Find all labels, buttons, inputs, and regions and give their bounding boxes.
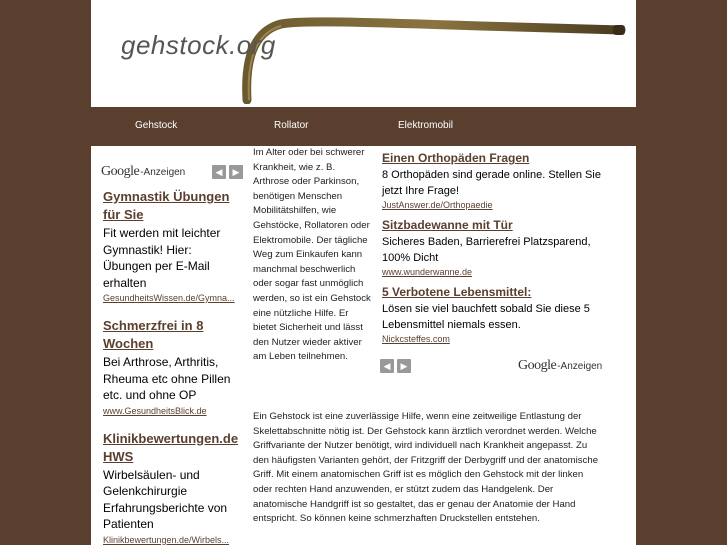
ad-item	[382, 151, 607, 210]
left-ads-pager	[212, 165, 243, 179]
ad-url-link[interactable]: www.wunderwanne.de	[382, 267, 473, 277]
ad-item	[382, 285, 607, 344]
header	[91, 0, 636, 107]
right-ads-header	[518, 358, 602, 374]
left-ads-header	[101, 164, 185, 180]
ad-title-link[interactable]: 5 Verbotene Lebensmittel:	[382, 285, 532, 299]
next-ad-button[interactable]: ▶	[397, 359, 411, 373]
ad-body: Fit werden mit leichter Gymnastik! Hier: Übungen per E-Mail erhalten	[103, 226, 221, 290]
right-ads-pager	[380, 359, 411, 373]
next-ad-button[interactable]: ▶	[229, 165, 243, 179]
google-logo: Google	[518, 358, 557, 373]
ad-body: Wirbelsäulen- und Gelenkchirurgie Erfahrungsberichte von Patienten	[103, 467, 228, 531]
ad-body: 8 Orthopäden sind gerade online. Stellen Sie jetzt Ihre Frage!	[382, 169, 601, 197]
ad-title-link[interactable]: Sitzbadewanne mit Tür	[382, 218, 513, 232]
article-text: Ein Gehstock ist eine zuverlässige Hilfe, wenn eine zeitweilige Entlastung der Skelettabschnitte nötig ist. Der Gehstock kann ärztlich verordnet werden. Welche Griffvariante der Nutzer benötigt, wird individuell nach Krankheit angepasst. Zu den häufigsten Varianten gehört, der Fritzgriff der Derbygriff und der anatomische Griff. Mit einem anatomischen Griff ist es möglich den Gehstock mit der linken oder rechten Hand anzuwenden, er stützt zudem das Handgelenk. Der anatomische Handgriff ist so gestaltet, das er genau der Anatomie der Hand entspricht. So können keine schmerzhaften Druckstellen entstehen.	[253, 411, 599, 525]
ad-title-link[interactable]: Schmerzfrei in 8 Wochen	[103, 318, 204, 351]
prev-ad-button[interactable]: ◀	[380, 359, 394, 373]
ad-body: Sicheres Baden, Barrierefrei Platzsparend, 100% Dicht	[382, 236, 591, 264]
anzeigen-label: -Anzeigen	[140, 166, 186, 178]
ad-body: Bei Arthrose, Arthritis, Rheuma etc ohne Pillen etc. und ohne OP	[103, 355, 231, 402]
ad-item	[103, 317, 243, 416]
ad-title-link[interactable]: Gymnastik Übungen für Sie	[103, 189, 230, 222]
prev-ad-button[interactable]: ◀	[212, 165, 226, 179]
page-container	[91, 0, 636, 545]
anzeigen-label: -Anzeigen	[557, 360, 603, 372]
intro-text: Im Alter oder bei schwerer Krankheit, wie z. B. Arthrose oder Parkinson, benötigen Menschen Mobilitätshilfen, wie Gehstöcke, Rollatoren oder Elektromobile. Der tägliche Weg zum Einkaufen kann manchmal beschwerlich oder sogar fast unmöglich werden, so ist ein Gehstock eine nützliche Hilfe. Er bietet Sicherheit und lässt den Nutzer wieder aktiver am Leben teilnehmen.	[253, 147, 371, 363]
ad-url-link[interactable]: Nickcsteffes.com	[382, 334, 450, 344]
site-logo[interactable]: gehstock.org	[121, 30, 276, 60]
nav-item-gehstock[interactable]: Gehstock	[135, 120, 178, 131]
ad-title-link[interactable]: Klinikbewertungen.de HWS	[103, 430, 239, 464]
nav-item-elektromobil[interactable]: Elektromobil	[398, 120, 454, 131]
ad-url-link[interactable]: www.GesundheitsBlick.de	[103, 405, 207, 416]
ad-url-link[interactable]: Klinikbewertungen.de/Wirbels...	[103, 534, 230, 545]
main-nav	[91, 107, 636, 146]
nav-item-rollator[interactable]: Rollator	[274, 120, 309, 131]
right-ads-column	[382, 151, 607, 352]
walking-cane-icon	[241, 14, 631, 104]
ad-item	[382, 218, 607, 277]
ad-body: Lösen sie viel bauchfett sobald Sie diese 5 Lebensmittel niemals essen.	[382, 303, 590, 331]
ad-title-link[interactable]: Einen Orthopäden Fragen	[382, 151, 530, 165]
ad-item	[103, 430, 243, 545]
ad-url-link[interactable]: JustAnswer.de/Orthopaedie	[382, 200, 493, 210]
left-ads-column	[103, 188, 243, 545]
google-logo: Google	[101, 164, 140, 179]
ad-item	[103, 188, 243, 303]
ad-url-link[interactable]: GesundheitsWissen.de/Gymna...	[103, 293, 235, 303]
